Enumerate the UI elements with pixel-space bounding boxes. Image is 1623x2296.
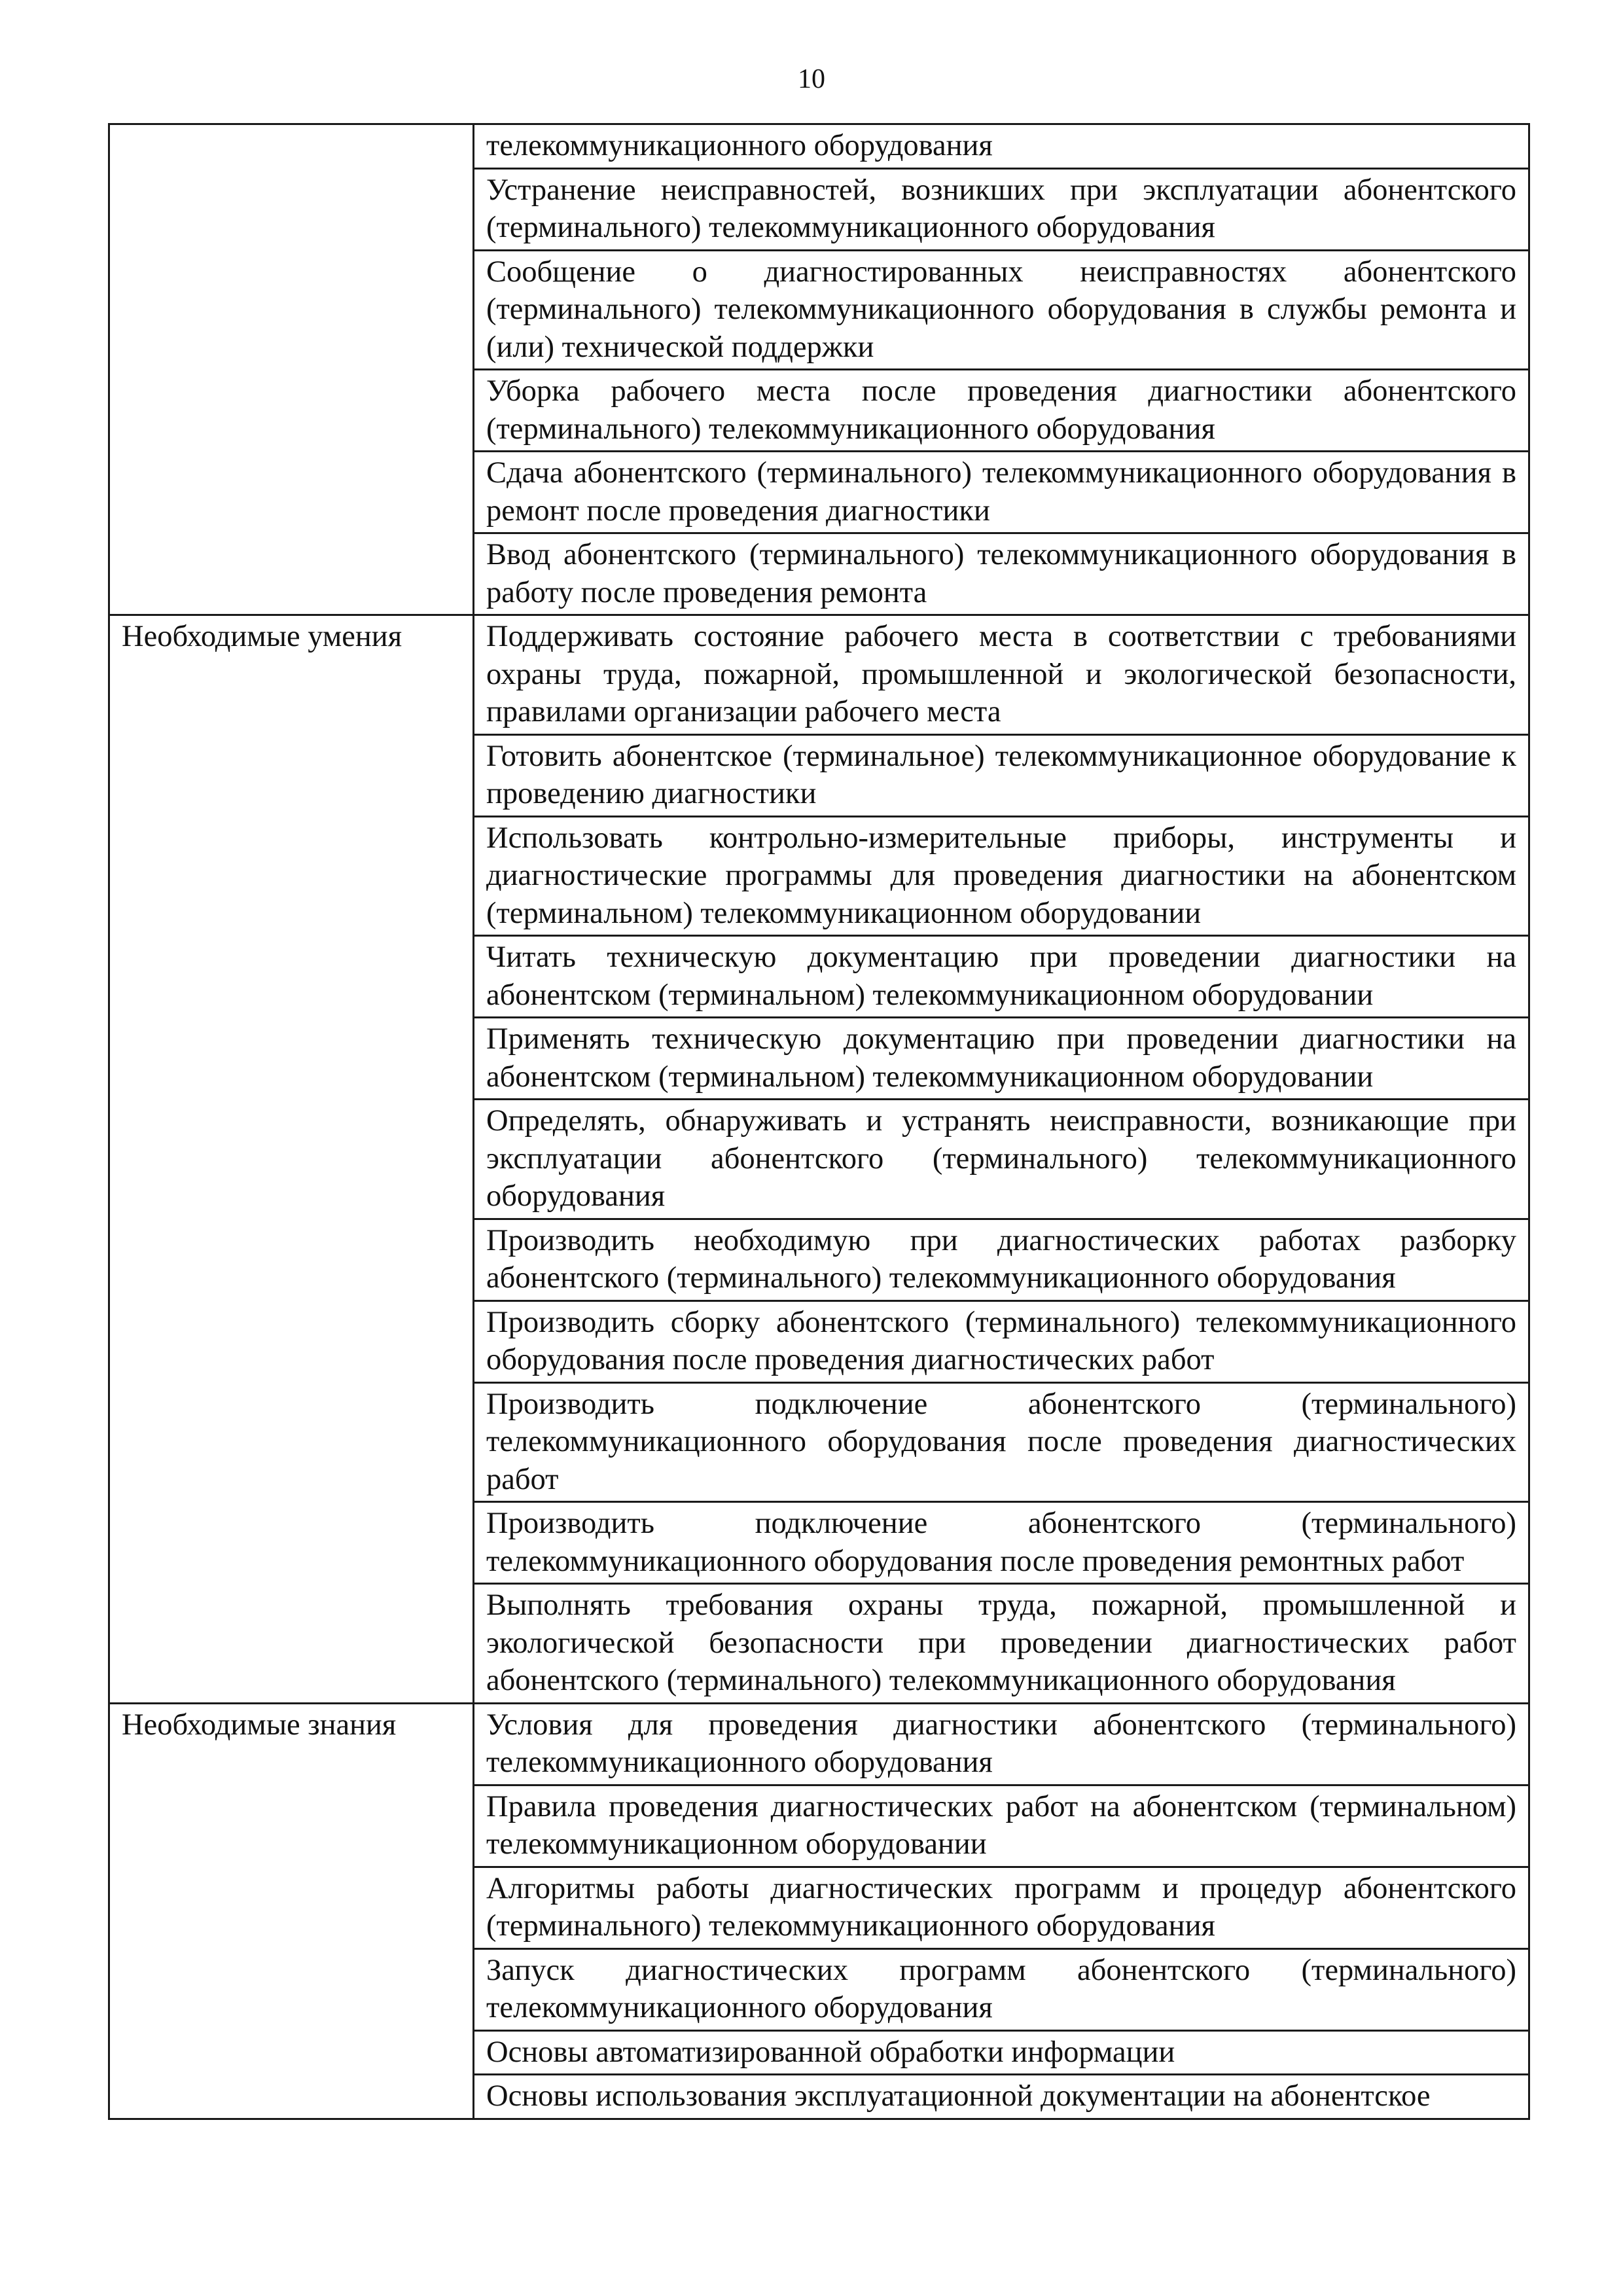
requirement-item: Сдача абонентского (терминального) телекоммуникационного оборудования в ремонт после проведения диагностики xyxy=(474,452,1529,533)
requirement-item: Поддерживать состояние рабочего места в соответствии с требованиями охраны труда, пожарной, промышленной и экологической безопасности, правилами организации рабочего места xyxy=(474,615,1529,735)
requirement-item: Запуск диагностических программ абонентского (терминального) телекоммуникационного оборудования xyxy=(474,1948,1529,2030)
requirement-item: Производить подключение абонентского (терминального) телекоммуникационного оборудования после проведения диагностических работ xyxy=(474,1382,1529,1502)
requirement-item: телекоммуникационного оборудования xyxy=(474,124,1529,169)
requirement-item: Производить подключение абонентского (терминального) телекоммуникационного оборудования после проведения ремонтных работ xyxy=(474,1502,1529,1584)
requirement-item: Уборка рабочего места после проведения диагностики абонентского (терминального) телекоммуникационного оборудования xyxy=(474,370,1529,452)
requirement-item: Определять, обнаруживать и устранять неисправности, возникающие при эксплуатации абонентского (терминального) телекоммуникационного оборудования xyxy=(474,1100,1529,1219)
requirements-table xyxy=(108,123,1530,2120)
requirement-item: Использовать контрольно-измерительные приборы, инструменты и диагностические программы для проведения диагностики на абонентском (терминальном) телекоммуникационном оборудовании xyxy=(474,816,1529,936)
requirement-item: Производить необходимую при диагностических работах разборку абонентского (терминального) телекоммуникационного оборудования xyxy=(474,1219,1529,1300)
requirement-item: Устранение неисправностей, возникших при эксплуатации абонентского (терминального) телекоммуникационного оборудования xyxy=(474,168,1529,250)
requirement-item: Условия для проведения диагностики абонентского (терминального) телекоммуникационного оборудования xyxy=(474,1703,1529,1785)
requirements-table-body xyxy=(109,124,1529,2119)
requirement-item: Основы автоматизированной обработки информации xyxy=(474,2030,1529,2075)
table-row xyxy=(109,124,1529,169)
requirement-item: Готовить абонентское (терминальное) телекоммуникационное оборудование к проведению диагностики xyxy=(474,734,1529,816)
section-label: Необходимые умения xyxy=(109,615,474,1704)
table-row xyxy=(109,1703,1529,1785)
table-row xyxy=(109,615,1529,735)
page-number: 10 xyxy=(798,64,825,94)
requirement-item: Производить сборку абонентского (терминального) телекоммуникационного оборудования после проведения диагностических работ xyxy=(474,1300,1529,1382)
requirement-item: Выполнять требования охраны труда, пожарной, промышленной и экологической безопасности при проведении диагностических работ абонентского (терминального) телекоммуникационного оборудования xyxy=(474,1584,1529,1704)
section-label: Необходимые знания xyxy=(109,1703,474,2119)
requirement-item: Ввод абонентского (терминального) телекоммуникационного оборудования в работу после проведения ремонта xyxy=(474,533,1529,615)
requirement-item: Основы использования эксплуатационной документации на абонентское xyxy=(474,2075,1529,2119)
requirement-item: Алгоритмы работы диагностических программ и процедур абонентского (терминального) телекоммуникационного оборудования xyxy=(474,1867,1529,1948)
requirement-item: Сообщение о диагностированных неисправностях абонентского (терминального) телекоммуникационного оборудования в службы ремонта и (или) технической поддержки xyxy=(474,250,1529,370)
section-label xyxy=(109,124,474,615)
requirement-item: Читать техническую документацию при проведении диагностики на абонентском (терминальном) телекоммуникационном оборудовании xyxy=(474,936,1529,1018)
requirement-item: Правила проведения диагностических работ на абонентском (терминальном) телекоммуникационном оборудовании xyxy=(474,1785,1529,1867)
requirement-item: Применять техническую документацию при проведении диагностики на абонентском (терминальном) телекоммуникационном оборудовании xyxy=(474,1018,1529,1100)
